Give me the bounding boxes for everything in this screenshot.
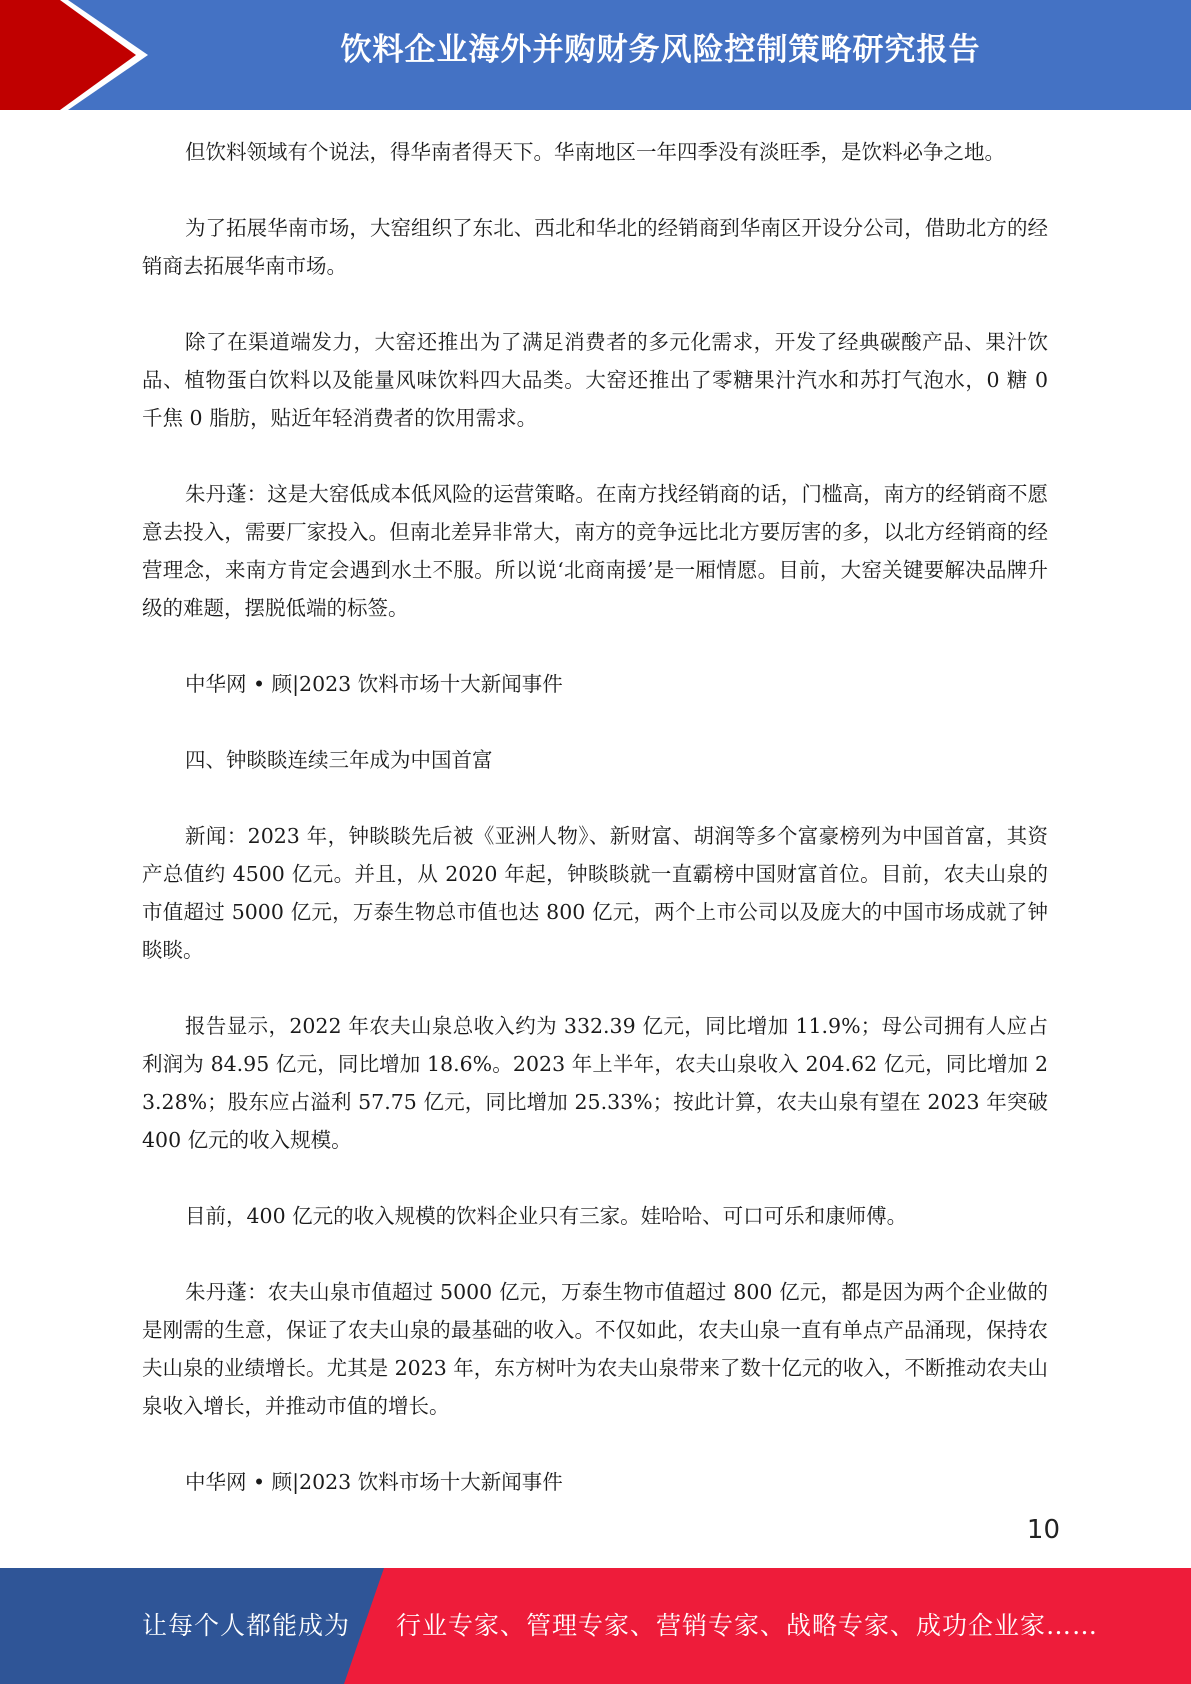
- page-header: [0, 0, 1191, 110]
- paragraph: 报告显示，2022 年农夫山泉总收入约为 332.39 亿元，同比增加 11.9%；母公司拥有人应占利润为 84.95 亿元，同比增加 18.6%。2023 年上半年，农夫山泉收入 204.62 亿元，同比增加 23.28%；股东应占溢利 57.75 亿元，同比增加 25.33%；按此计算，农夫山泉有望在 2023 年突破 400 亿元的收入规模。: [142, 1014, 1048, 1152]
- source-line: 中华网 • 顾|2023 饮料市场十大新闻事件: [185, 672, 563, 696]
- page-number: 10: [1026, 1515, 1060, 1545]
- paragraph: 除了在渠道端发力，大窑还推出为了满足消费者的多元化需求，开发了经典碳酸产品、果汁饮品、植物蛋白饮料以及能量风味饮料四大品类。大窑还推出了零糖果汁汽水和苏打气泡水，0 糖 0 千焦 0 脂肪，贴近年轻消费者的饮用需求。: [142, 330, 1048, 430]
- paragraph: 新闻：2023 年，钟睒睒先后被《亚洲人物》、新财富、胡润等多个富豪榜列为中国首富，其资产总值约 4500 亿元。并且，从 2020 年起，钟睒睒就一直霸榜中国财富首位。目前，农夫山泉的市值超过 5000 亿元，万泰生物总市值也达 800 亿元，两个上市公司以及庞大的中国市场成就了钟睒睒。: [142, 824, 1048, 962]
- section-heading: 四、钟睒睒连续三年成为中国首富: [185, 748, 493, 772]
- source-line: 中华网 • 顾|2023 饮料市场十大新闻事件: [185, 1470, 563, 1494]
- header-chevron-decoration: [0, 0, 170, 110]
- paragraph: 目前，400 亿元的收入规模的饮料企业只有三家。娃哈哈、可口可乐和康师傅。: [185, 1204, 908, 1228]
- paragraph: 朱丹蓬：这是大窑低成本低风险的运营策略。在南方找经销商的话，门槛高，南方的经销商不愿意去投入，需要厂家投入。但南北差异非常大，南方的竞争远比北方要厉害的多，以北方经销商的经营理念，来南方肯定会遇到水土不服。所以说‘北商南援’是一厢情愿。目前，大窑关键要解决品牌升级的难题，摆脱低端的标签。: [142, 482, 1048, 620]
- paragraph: 但饮料领域有个说法，得华南者得天下。华南地区一年四季没有淡旺季，是饮料必争之地。: [185, 140, 1005, 164]
- header-title: 饮料企业海外并购财务风险控制策略研究报告: [340, 32, 981, 68]
- paragraph: 为了拓展华南市场，大窑组织了东北、西北和华北的经销商到华南区开设分公司，借助北方的经销商去拓展华南市场。: [142, 216, 1048, 278]
- footer-slogan-right: 行业专家、管理专家、营销专家、战略专家、成功企业家……: [396, 1611, 1099, 1640]
- footer-slogan-left: 让每个人都能成为: [142, 1611, 351, 1640]
- document-body: [142, 133, 1048, 1539]
- page-footer: [0, 1568, 1191, 1684]
- paragraph: 朱丹蓬：农夫山泉市值超过 5000 亿元，万泰生物市值超过 800 亿元，都是因为两个企业做的是刚需的生意，保证了农夫山泉的最基础的收入。不仅如此，农夫山泉一直有单点产品涌现，保持农夫山泉的业绩增长。尤其是 2023 年，东方树叶为农夫山泉带来了数十亿元的收入，不断推动农夫山泉收入增长，并推动市值的增长。: [142, 1280, 1048, 1418]
